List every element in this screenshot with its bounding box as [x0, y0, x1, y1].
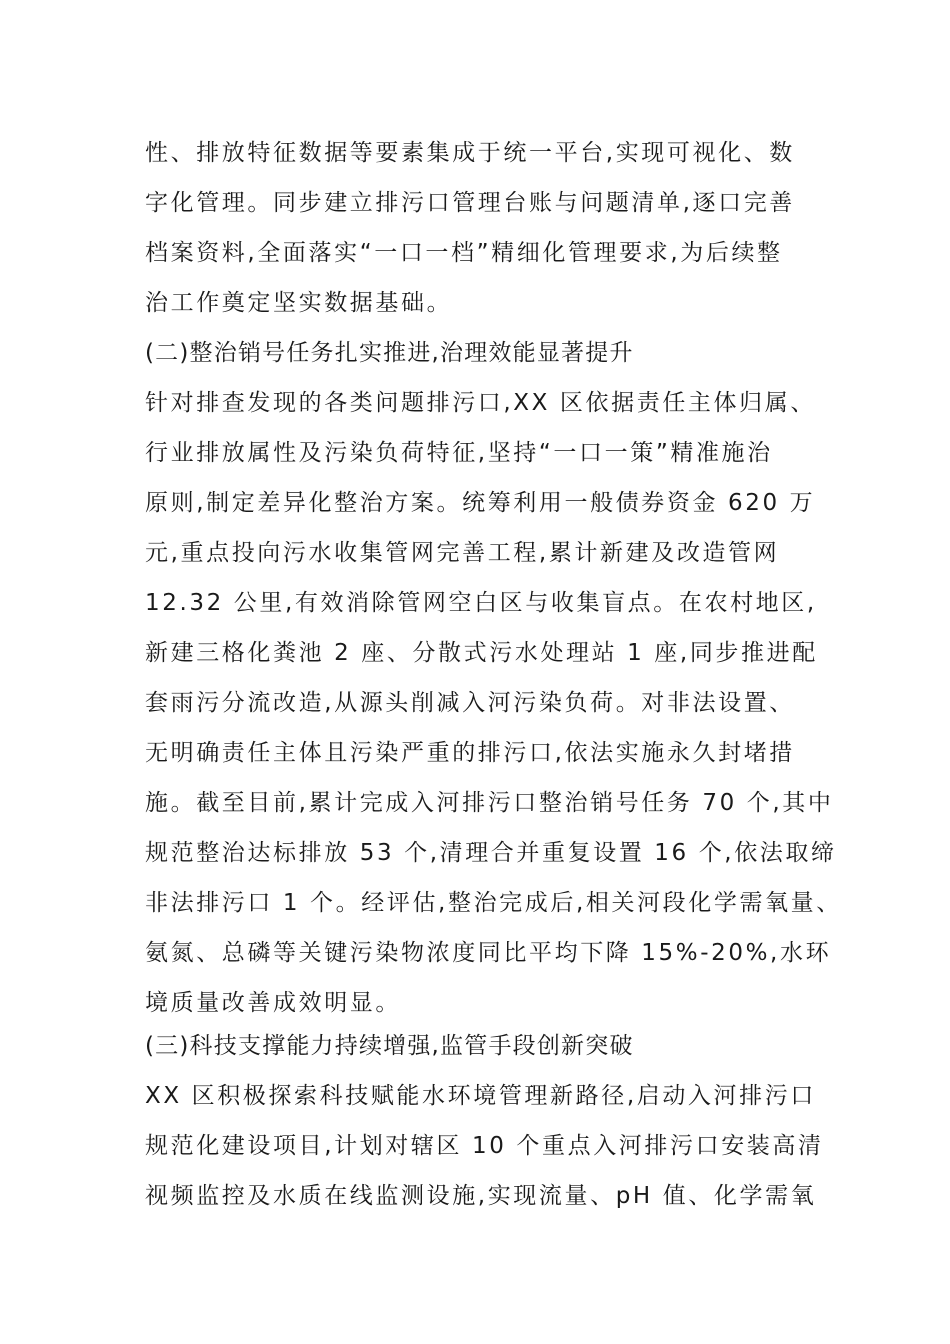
paragraph-line-15: 非法排污口 1 个。经评估,整治完成后,相关河段化学需氧量、 [145, 890, 842, 916]
paragraph-line-7: 原则,制定差异化整治方案。统筹利用一般债券资金 620 万 [145, 490, 816, 516]
paragraph-line-19: 规范化建设项目,计划对辖区 10 个重点入河排污口安装高清 [145, 1133, 824, 1159]
paragraph-line-5: 针对排查发现的各类问题排污口,XX 区依据责任主体归属、 [145, 390, 816, 416]
paragraph-line-13: 施。截至目前,累计完成入河排污口整治销号任务 70 个,其中 [145, 790, 834, 816]
paragraph-line-12: 无明确责任主体且污染严重的排污口,依法实施永久封堵措 [145, 740, 795, 766]
paragraph-line-1: 性、排放特征数据等要素集成于统一平台,实现可视化、数 [145, 140, 795, 166]
section-heading-2: (二)整治销号任务扎实推进,治理效能显著提升 [145, 340, 634, 366]
paragraph-line-16: 氨氮、总磷等关键污染物浓度同比平均下降 15%-20%,水环 [145, 940, 832, 966]
paragraph-line-9: 12.32 公里,有效消除管网空白区与收集盲点。在农村地区, [145, 590, 817, 616]
paragraph-line-10: 新建三格化粪池 2 座、分散式污水处理站 1 座,同步推进配 [145, 640, 818, 666]
paragraph-line-4: 治工作奠定坚实数据基础。 [145, 290, 453, 316]
paragraph-line-2: 字化管理。同步建立排污口管理台账与问题清单,逐口完善 [145, 190, 795, 216]
paragraph-line-14: 规范整治达标排放 53 个,清理合并重复设置 16 个,依法取缔 [145, 840, 837, 866]
paragraph-line-6: 行业排放属性及污染负荷特征,坚持“一口一策”精准施治 [145, 440, 773, 466]
paragraph-line-17: 境质量改善成效明显。 [145, 990, 401, 1016]
paragraph-line-11: 套雨污分流改造,从源头削减入河污染负荷。对非法设置、 [145, 690, 795, 716]
section-heading-3: (三)科技支撑能力持续增强,监管手段创新突破 [145, 1033, 634, 1059]
paragraph-line-8: 元,重点投向污水收集管网完善工程,累计新建及改造管网 [145, 540, 780, 566]
paragraph-line-18: XX 区积极探索科技赋能水环境管理新路径,启动入河排污口 [145, 1083, 816, 1109]
paragraph-line-20: 视频监控及水质在线监测设施,实现流量、pH 值、化学需氧 [145, 1183, 817, 1209]
paragraph-line-3: 档案资料,全面落实“一口一档”精细化管理要求,为后续整 [145, 240, 783, 266]
